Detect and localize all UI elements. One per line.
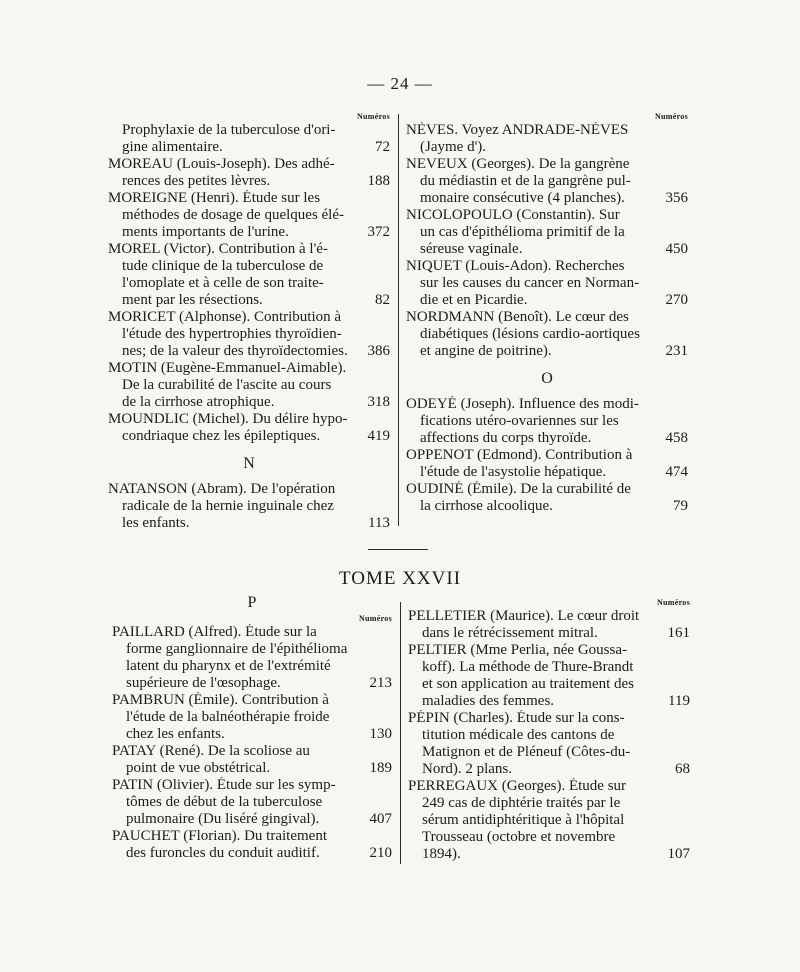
entry-text: Nord). 2 plans. bbox=[422, 761, 512, 777]
entry-list bbox=[108, 481, 390, 532]
entry-text: OPPENOT (Edmond). Contribution à bbox=[406, 447, 633, 463]
entry-line bbox=[408, 608, 690, 625]
entry-text: séreuse vaginale. bbox=[420, 241, 523, 257]
entry-number: 270 bbox=[665, 292, 688, 308]
entry-line bbox=[108, 173, 390, 190]
entry-line bbox=[408, 693, 690, 710]
entry-line bbox=[108, 241, 390, 258]
entry-line bbox=[112, 794, 392, 811]
entry-line bbox=[108, 122, 390, 139]
entry-line bbox=[408, 761, 690, 778]
entry-text: PAMBRUN (Émile). Contribution à bbox=[112, 692, 329, 708]
entry-text: latent du pharynx et de l'extrémité bbox=[126, 658, 331, 674]
entry-text: fications utéro-ovariennes sur les bbox=[420, 413, 619, 429]
entry-line bbox=[408, 812, 690, 829]
entry-text: PAILLARD (Alfred). Étude sur la bbox=[112, 624, 317, 640]
entry-line bbox=[406, 122, 688, 139]
entry-line bbox=[112, 726, 392, 743]
entry-text: NORDMANN (Benoît). Le cœur des bbox=[406, 309, 629, 325]
entry-number: 188 bbox=[367, 173, 390, 189]
entry-text: Matignon et de Pléneuf (Côtes-du- bbox=[422, 744, 631, 760]
entry-text: sérum antidiphtéritique à l'hôpital bbox=[422, 812, 625, 828]
entry-number: 372 bbox=[367, 224, 390, 240]
entry-number: 419 bbox=[367, 428, 390, 444]
entry-line bbox=[112, 692, 392, 709]
entry-line bbox=[112, 845, 392, 862]
entry-text: nes; de la valeur des thyroïdectomies. bbox=[122, 343, 348, 359]
top-right-column bbox=[406, 112, 688, 515]
entry-line bbox=[112, 760, 392, 777]
entry-text: monaire consécutive (4 planches). bbox=[420, 190, 625, 206]
entry-text: forme ganglionnaire de l'épithélioma bbox=[126, 641, 348, 657]
entry-line bbox=[406, 396, 688, 413]
section-rule bbox=[368, 549, 428, 550]
entry-line bbox=[406, 207, 688, 224]
entry-text: l'étude des hypertrophies thyroïdien- bbox=[122, 326, 342, 342]
entry-text: koff). La méthode de Thure-Brandt bbox=[422, 659, 634, 675]
entry-text: 249 cas de diphtérie traités par le bbox=[422, 795, 621, 811]
entry-text: NIQUET (Louis-Adon). Recherches bbox=[406, 258, 625, 274]
entry-line bbox=[112, 811, 392, 828]
entry-text: l'omoplate et à celle de son traite- bbox=[122, 275, 324, 291]
entry-text: NICOLOPOULO (Constantin). Sur bbox=[406, 207, 620, 223]
entry-line bbox=[112, 675, 392, 692]
entry-text: PELTIER (Mme Perlia, née Goussa- bbox=[408, 642, 627, 658]
entry-text: la cirrhose alcoolique. bbox=[420, 498, 553, 514]
entry-text: du médiastin et de la gangrène pul- bbox=[420, 173, 631, 189]
numeros-header: Numéros bbox=[358, 614, 392, 623]
entry-text: dans le rétrécissement mitral. bbox=[422, 625, 598, 641]
entry-text: MOUNDLIC (Michel). Du délire hypo- bbox=[108, 411, 348, 427]
entry-line bbox=[406, 447, 688, 464]
entry-text: MOREAU (Louis-Joseph). Des adhé- bbox=[108, 156, 335, 172]
entry-number: 79 bbox=[673, 498, 688, 514]
entry-text: les enfants. bbox=[122, 515, 190, 531]
entry-text: PELLETIER (Maurice). Le cœur droit bbox=[408, 608, 640, 624]
entry-text: PAUCHET (Florian). Du traitement bbox=[112, 828, 327, 844]
page-number: — 24 — bbox=[367, 74, 433, 93]
entry-text: NEVEUX (Georges). De la gangrène bbox=[406, 156, 630, 172]
entry-line bbox=[408, 846, 690, 863]
entry-line bbox=[108, 309, 390, 326]
entry-line bbox=[108, 207, 390, 224]
entry-number: 450 bbox=[665, 241, 688, 257]
entry-line bbox=[108, 515, 390, 532]
entry-text: ODEYÉ (Joseph). Influence des modi- bbox=[406, 396, 639, 412]
numeros-header: Numéros bbox=[654, 112, 688, 121]
entry-text: supérieure de l'œsophage. bbox=[126, 675, 281, 691]
entry-text: MOTIN (Eugène-Emmanuel-Aimable). bbox=[108, 360, 347, 376]
entry-text: NATANSON (Abram). De l'opération bbox=[108, 481, 336, 497]
entry-text: diabétiques (lésions cardio-aortiques bbox=[420, 326, 640, 342]
entry-line bbox=[408, 744, 690, 761]
entry-line bbox=[406, 430, 688, 447]
entry-number: 82 bbox=[375, 292, 390, 308]
entry-line bbox=[408, 676, 690, 693]
entry-line bbox=[112, 641, 392, 658]
entry-line bbox=[406, 275, 688, 292]
entry-line bbox=[108, 360, 390, 377]
entry-line bbox=[408, 727, 690, 744]
entry-line bbox=[108, 292, 390, 309]
entry-line bbox=[108, 224, 390, 241]
entry-number: 386 bbox=[367, 343, 390, 359]
entry-text: l'étude de la balnéothérapie froide bbox=[126, 709, 330, 725]
entry-list bbox=[108, 122, 390, 445]
entry-text: point de vue obstétrical. bbox=[126, 760, 271, 776]
entry-line bbox=[408, 829, 690, 846]
entry-line bbox=[108, 139, 390, 156]
column-divider bbox=[398, 114, 399, 526]
entry-text: MORICET (Alphonse). Contribution à bbox=[108, 309, 342, 325]
entry-number: 231 bbox=[665, 343, 688, 359]
entry-line bbox=[108, 411, 390, 428]
entry-text: tude clinique de la tuberculose de bbox=[122, 258, 324, 274]
entry-number: 119 bbox=[668, 693, 690, 709]
entry-number: 474 bbox=[665, 464, 688, 480]
section-letter-n: N bbox=[243, 455, 255, 472]
entry-text: Trousseau (octobre et novembre bbox=[422, 829, 616, 845]
entry-line bbox=[406, 413, 688, 430]
entry-line bbox=[406, 481, 688, 498]
entry-line bbox=[406, 498, 688, 515]
entry-line bbox=[112, 743, 392, 760]
entry-line bbox=[112, 658, 392, 675]
entry-text: un cas d'épithélioma primitif de la bbox=[420, 224, 625, 240]
entry-line bbox=[408, 710, 690, 727]
entry-text: PATIN (Olivier). Étude sur les symp- bbox=[112, 777, 336, 793]
entry-text: MOREL (Victor). Contribution à l'é- bbox=[108, 241, 328, 257]
entry-text: PATAY (René). De la scoliose au bbox=[112, 743, 310, 759]
entry-line bbox=[108, 428, 390, 445]
top-left-column bbox=[108, 112, 390, 532]
entry-text: PERREGAUX (Georges). Étude sur bbox=[408, 778, 627, 794]
entry-text: 1894). bbox=[422, 846, 461, 862]
entry-line bbox=[108, 394, 390, 411]
entry-line bbox=[406, 309, 688, 326]
entry-text: PÉPIN (Charles). Étude sur la cons- bbox=[408, 710, 625, 726]
bottom-right-column bbox=[408, 598, 690, 863]
entry-text: NÈVES. Voyez ANDRADE-NÈVES bbox=[406, 122, 629, 138]
entry-line bbox=[406, 156, 688, 173]
entry-text: MOREIGNE (Henri). Étude sur les bbox=[108, 190, 321, 206]
entry-line bbox=[112, 624, 392, 641]
column-divider bbox=[400, 602, 401, 864]
entry-number: 356 bbox=[665, 190, 688, 206]
entry-line bbox=[408, 642, 690, 659]
entry-text: Prophylaxie de la tuberculose d'ori- bbox=[122, 122, 336, 138]
bottom-left-column bbox=[112, 592, 392, 862]
entry-text: OUDINÉ (Émile). De la curabilité de bbox=[406, 481, 631, 497]
entry-line bbox=[406, 258, 688, 275]
entry-number: 407 bbox=[369, 811, 392, 827]
entry-number: 113 bbox=[368, 515, 390, 531]
entry-line bbox=[408, 659, 690, 676]
entry-line bbox=[108, 326, 390, 343]
entry-text: rences des petites lèvres. bbox=[122, 173, 271, 189]
entry-line bbox=[108, 258, 390, 275]
entry-line bbox=[406, 326, 688, 343]
entry-text: ments importants de l'urine. bbox=[122, 224, 289, 240]
entry-line bbox=[108, 275, 390, 292]
entry-line bbox=[108, 343, 390, 360]
entry-text: ment par les résections. bbox=[122, 292, 263, 308]
entry-number: 72 bbox=[375, 139, 390, 155]
entry-number: 130 bbox=[369, 726, 392, 742]
entry-text: De la curabilité de l'ascite au cours bbox=[122, 377, 332, 393]
entry-line bbox=[108, 498, 390, 515]
entry-text: condriaque chez les épileptiques. bbox=[122, 428, 321, 444]
entry-line bbox=[406, 190, 688, 207]
entry-text: die et en Picardie. bbox=[420, 292, 528, 308]
entry-number: 189 bbox=[369, 760, 392, 776]
entry-line bbox=[108, 156, 390, 173]
entry-text: tômes de début de la tuberculose bbox=[126, 794, 323, 810]
entry-number: 318 bbox=[367, 394, 390, 410]
entry-number: 161 bbox=[667, 625, 690, 641]
entry-number: 213 bbox=[369, 675, 392, 691]
entry-line bbox=[108, 190, 390, 207]
section-letter-o: O bbox=[541, 370, 553, 387]
entry-line bbox=[408, 778, 690, 795]
entry-line bbox=[408, 625, 690, 642]
entry-text: radicale de la hernie inguinale chez bbox=[122, 498, 334, 514]
entry-list bbox=[408, 608, 690, 863]
entry-text: l'étude de l'asystolie hépatique. bbox=[420, 464, 607, 480]
entry-text: (Jayme d'). bbox=[420, 139, 487, 155]
entry-text: affections du corps thyroïde. bbox=[420, 430, 592, 446]
entry-text: et son application au traitement des bbox=[422, 676, 635, 692]
entry-text: titution médicale des cantons de bbox=[422, 727, 615, 743]
entry-text: maladies des femmes. bbox=[422, 693, 555, 709]
entry-number: 458 bbox=[665, 430, 688, 446]
entry-line bbox=[406, 343, 688, 360]
entry-text: gine alimentaire. bbox=[122, 139, 223, 155]
entry-line bbox=[406, 173, 688, 190]
entry-text: chez les enfants. bbox=[126, 726, 225, 742]
entry-text: sur les causes du cancer en Norman- bbox=[420, 275, 640, 291]
entry-line bbox=[108, 481, 390, 498]
entry-list bbox=[112, 624, 392, 862]
entry-line bbox=[112, 828, 392, 845]
entry-line bbox=[406, 224, 688, 241]
entry-line bbox=[112, 709, 392, 726]
entry-number: 68 bbox=[675, 761, 690, 777]
entry-text: pulmonaire (Du liséré gingival). bbox=[126, 811, 320, 827]
entry-number: 210 bbox=[369, 845, 392, 861]
entry-text: de la cirrhose atrophique. bbox=[122, 394, 275, 410]
entry-text: méthodes de dosage de quelques élé- bbox=[122, 207, 345, 223]
entry-list bbox=[406, 396, 688, 515]
entry-line bbox=[406, 292, 688, 309]
entry-line bbox=[406, 241, 688, 258]
section-title: TOME XXVII bbox=[338, 568, 462, 589]
entry-number: 107 bbox=[667, 846, 690, 862]
numeros-header: Numéros bbox=[656, 598, 690, 607]
numeros-header: Numéros bbox=[356, 112, 390, 121]
entry-text: des furoncles du conduit auditif. bbox=[126, 845, 320, 861]
entry-line bbox=[408, 795, 690, 812]
entry-line bbox=[406, 139, 688, 156]
entry-line bbox=[112, 777, 392, 794]
entry-line bbox=[108, 377, 390, 394]
entry-line bbox=[406, 464, 688, 481]
entry-text: et angine de poitrine). bbox=[420, 343, 552, 359]
entry-list bbox=[406, 122, 688, 360]
section-letter-p: P bbox=[247, 594, 257, 611]
